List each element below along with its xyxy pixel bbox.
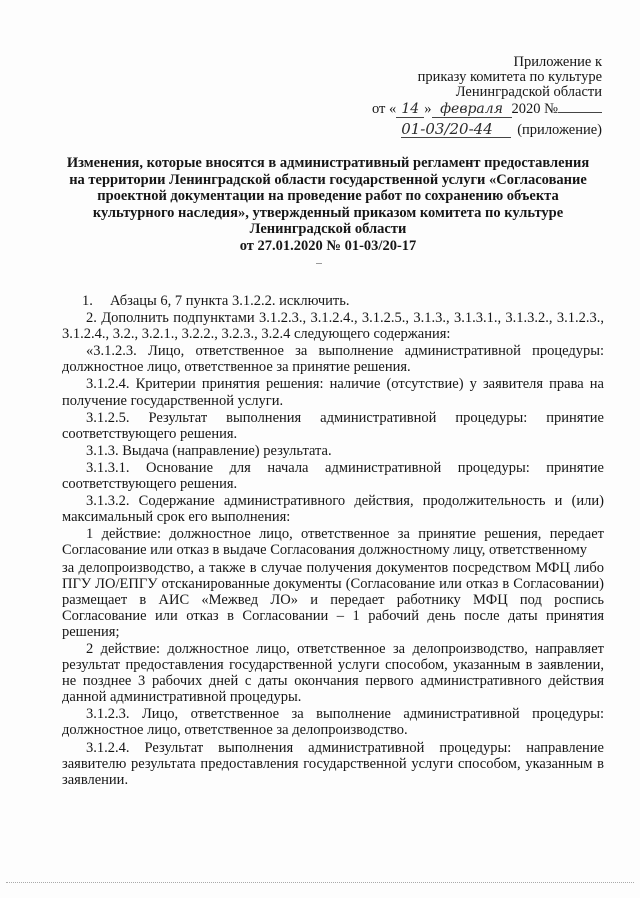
- title-line-2: на территории Ленинградской области государственной услуги «Согласование: [69, 171, 587, 188]
- appendix-line-1: Приложение к: [513, 54, 602, 70]
- list-item-number: 1.: [82, 293, 93, 309]
- date-prefix: от «: [372, 101, 397, 117]
- paragraph: «3.1.2.3. Лицо, ответственное за выполнение административной процедуры: должностное лицо, ответственное за принятие решения.: [62, 343, 604, 376]
- title-line-5: Ленинградской области: [249, 221, 407, 238]
- list-item-number: 2.: [86, 310, 97, 327]
- paragraph: за делопроизводство, а также в случае получения документов посредством МФЦ либо ПГУ ЛО/ЕПГУ отсканированные документы (Согласование или отказ в Согласовании) размещает в АИС «Межвед ЛО» и передает работнику МФЦ под роспись Согласование или отказ в Согласовании – 1 рабочий день после даты принятия решения;: [62, 559, 604, 640]
- title-line-6: от 27.01.2020 № 01-03/20-17: [239, 237, 417, 254]
- list-item: [62, 293, 604, 309]
- title-line-3: проектной документации на проведение работ по сохранению объекта: [97, 188, 559, 205]
- paragraph: 3.1.2.4. Результат выполнения административной процедуры: направление заявителю результата предоставления государственной услуги способом, указанным в заявлении.: [62, 739, 604, 788]
- title-line-1: Изменения, которые вносятся в административный регламент предоставления: [66, 155, 590, 171]
- handwritten-reg-number: 01-03/20-44: [401, 122, 511, 138]
- appendix-date-line: [282, 100, 602, 118]
- number-blank: [558, 100, 602, 113]
- appendix-header: [282, 55, 602, 138]
- paragraph: 1 действие: должностное лицо, ответственное за принятие решения, передает Согласование или отказ в выдаче Согласования должностному лицу, ответственному: [62, 526, 604, 559]
- paragraph: 3.1.3.2. Содержание административного действия, продолжительность и (или) максимальный срок его выполнения:: [62, 493, 604, 526]
- paragraph: 3.1.2.3. Лицо, ответственное за выполнение административной процедуры: должностное лицо, ответственное за делопроизводство.: [62, 706, 604, 739]
- paragraph: 3.1.3.1. Основание для начала административной процедуры: принятие соответствующего решения.: [62, 459, 604, 493]
- scan-mark: [316, 263, 322, 264]
- paragraph: 3.1.2.4. Критерии принятия решения: наличие (отсутствие) у заявителя права на получение государственной услуги.: [62, 376, 604, 409]
- appendix-line-2: приказу комитета по культуре: [417, 69, 602, 85]
- list-item-text: Абзацы 6, 7 пункта 3.1.2.2. исключить.: [110, 293, 350, 309]
- document-body: [62, 293, 604, 789]
- date-mid: »: [424, 101, 432, 117]
- registration-line: [282, 122, 602, 138]
- document-title: [48, 155, 608, 255]
- handwritten-day: 14: [396, 102, 424, 118]
- title-line-4: культурного наследия», утвержденный приказом комитета по культуре: [92, 204, 564, 221]
- handwritten-month: февраля: [432, 102, 512, 118]
- list-item: [62, 310, 604, 342]
- list-item-text: Дополнить подпунктами 3.1.2.3., 3.1.2.4., 3.1.2.5., 3.1.3., 3.1.3.1., 3.1.3.2., 3.1.2.3., 3.1.2.4., 3.2., 3.2.1., 3.2.2., 3.2.3., 3.2.4 следующего содержания:: [62, 310, 604, 343]
- reg-suffix: (приложение): [517, 122, 602, 138]
- appendix-line-3: Ленинградской области: [455, 84, 602, 100]
- date-year: 2020 №: [511, 101, 558, 117]
- paragraph: 2 действие: должностное лицо, ответственное за делопроизводство, направляет результат предоставления государственной услуги способом, указанным в заявлении, не позднее 3 рабочих дней с даты окончания первого административного действия данной административной процедуры.: [62, 640, 604, 706]
- page-bottom-edge: [6, 882, 634, 883]
- paragraph: 3.1.3. Выдача (направление) результата.: [86, 442, 332, 459]
- paragraph: 3.1.2.5. Результат выполнения административной процедуры: принятие соответствующего решения.: [62, 409, 604, 442]
